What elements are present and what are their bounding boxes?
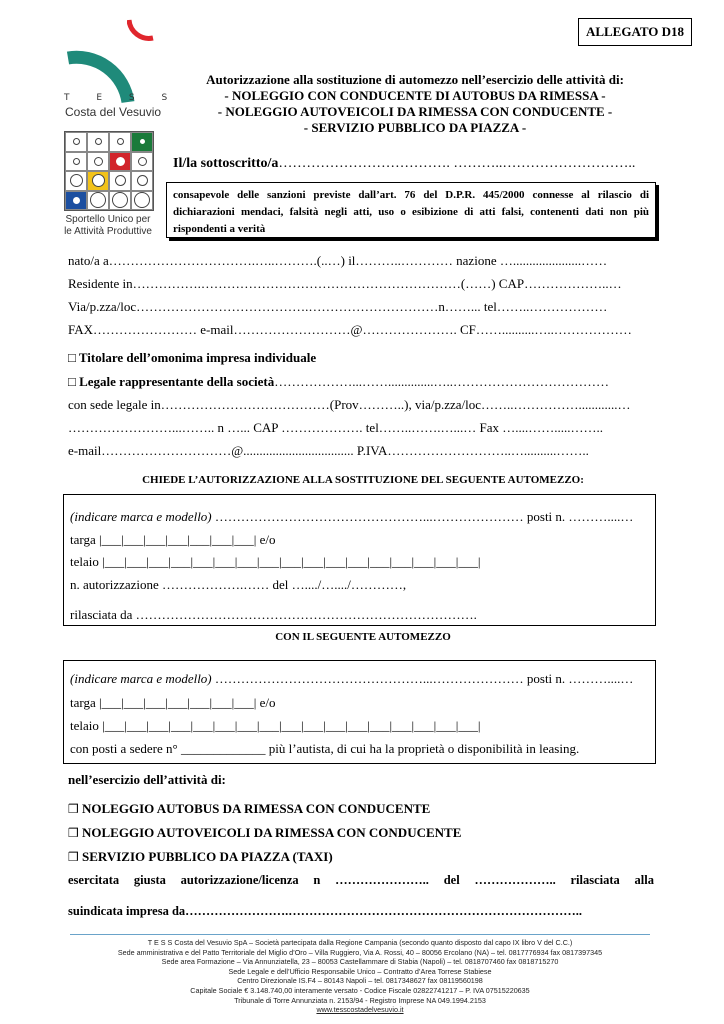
new-vehicle-box <box>63 660 656 764</box>
n-cap-field[interactable]: ……………………...…….. n …... CAP ………………. tel……..…….…...… Fax …....…….....…….. <box>68 420 604 435</box>
titolare-option[interactable]: □ Titolare dell’omonima impresa individuale <box>68 350 317 365</box>
legale-option[interactable] <box>68 374 609 390</box>
footer <box>60 938 660 1015</box>
footer-line7: Tribunale di Torre Annunziata n. 2153/94 - Registro Imprese NA 049.1994.2153 <box>234 995 486 1005</box>
footer-line3: Sede area Formazione – Via Annunziatella, 23 – 80053 Castellammare di Stabia (Napoli) – tel. 0818707460 fax 0818715270 <box>161 957 559 967</box>
sportello-caption <box>60 214 156 238</box>
footer-divider <box>70 934 650 935</box>
residente-field[interactable]: Residente in…………….……………………………………………………(……) CAP………………..… <box>68 276 622 291</box>
allegato-label: ALLEGATO D18 <box>578 18 692 46</box>
sottoscritto-line <box>173 156 635 172</box>
sottoscritto-field[interactable]: ………………………………. ………..……………………….. <box>278 156 636 171</box>
legale-field[interactable]: ………………...……..............…..……………………………… <box>274 374 609 389</box>
footer-line1: T E S S Costa del Vesuvio SpA – Società partecipata dalla Regione Campania (secondo quanto disposto dal capo IX libro V del C.C.) <box>147 938 573 947</box>
fax-field[interactable]: FAX…………………… e-mail………………………@…………………. CF……..........…..……………… <box>68 322 632 337</box>
via-field[interactable]: Via/p.zza/loc………………………………….…………………………n……... tel……..……………… <box>68 299 608 314</box>
footer-line2: Sede amministrativa e del Patto Territoriale del Miglio d’Oro – Villa Ruggiero, Via A. Rossi, 40 – 80056 Ercolano (NA) – tel. 0817776934 fax 0817397345 <box>117 947 603 957</box>
logo-red-arc <box>127 18 157 42</box>
marca-dots-2: …………………………………………...………………… posti n. ………....… <box>214 671 634 686</box>
option-autoveicoli-label: NOLEGGIO AUTOVEICOLI DA RIMESSA CON CONDUCENTE <box>82 825 462 840</box>
checkbox-icon[interactable]: ❒ <box>68 850 79 864</box>
marca-field-1[interactable] <box>70 509 633 525</box>
document-title <box>190 72 640 136</box>
sede-field[interactable]: con sede legale in…………………………………(Prov………..), via/p.zza/loc……..……………............… <box>68 397 631 412</box>
logo-costa: Costa del Vesuvio <box>65 105 162 119</box>
sportello-line1: Sportello Unico per <box>65 214 151 225</box>
marca-label-2: (indicare marca e modello) <box>70 671 212 686</box>
legale-label: □ Legale rappresentante della società <box>68 374 275 389</box>
footer-line4: Sede Legale e dell’Ufficio Responsabile Unico – Contratto d’Area Torrese Stabiese <box>228 966 492 976</box>
marca-dots-1: …………………………………………...………………… posti n. ………....… <box>214 509 634 524</box>
sottoscritto-label: Il/la sottoscritto/a <box>173 156 279 171</box>
footer-line6: Capitale Sociale € 3.148.740,00 interamente versato - Codice Fiscale 02822741217 – P. IVA 07515220635 <box>190 985 530 995</box>
title-line4: - SERVIZIO PUBBLICO DA PIAZZA - <box>303 120 527 135</box>
option-taxi-label: SERVIZIO PUBBLICO DA PIAZZA (TAXI) <box>82 849 333 864</box>
option-autobus-label: NOLEGGIO AUTOBUS DA RIMESSA CON CONDUCENTE <box>82 801 431 816</box>
title-line2: - NOLEGGIO CON CONDUCENTE DI AUTOBUS DA RIMESSA - <box>224 88 606 103</box>
nato-field[interactable]: nato/a a…………………………….…..……….(..…) il………..………… nazione ….....................…… <box>68 253 608 268</box>
telaio-field-1[interactable]: telaio |___|___|___|___|___|___|___|___|___|___|___|___|___|___|___|___|___| <box>70 554 481 569</box>
option-autoveicoli[interactable] <box>68 825 461 841</box>
checkbox-icon[interactable]: ❒ <box>68 826 79 840</box>
posti-field[interactable]: con posti a sedere n° _____________ più l’autista, di cui ha la proprietà o disponibilità in leasing. <box>70 741 580 756</box>
esercitata-line[interactable]: esercitata giusta autorizzazione/licenza n ………………….. del ……………….. rilasciata alla <box>68 873 654 887</box>
autorizzazione-field[interactable]: n. autorizzazione ……………….…… del …..../…..../…………, <box>70 577 407 592</box>
footer-website-link[interactable]: www.tesscostadelvesuvio.it <box>316 1005 404 1015</box>
esercizio-heading: nell’esercizio dell’attività di: <box>68 772 226 787</box>
rilasciata-field[interactable]: rilasciata da ……………………………………………………………………. <box>70 607 477 622</box>
email-piva-field[interactable]: e-mail…………………………@.................................. P.IVA………………………..…..........…….. <box>68 443 589 458</box>
suindicata-line[interactable]: suindicata impresa da…………………….…………………………………………………………….. <box>68 904 583 918</box>
title-line3: - NOLEGGIO AUTOVEICOLI DA RIMESSA CON CONDUCENTE - <box>217 104 613 119</box>
targa-field-1[interactable]: targa |___|___|___|___|___|___|___| e/o <box>70 532 276 547</box>
marca-field-2[interactable] <box>70 671 633 687</box>
footer-line5: Centro Direzionale IS.F4 – 80143 Napoli – tel. 0817348627 fax 08119560198 <box>237 976 483 986</box>
checkbox-icon[interactable]: ❒ <box>68 802 79 816</box>
sportello-line2: le Attività Produttive <box>64 226 152 237</box>
consapevole-box: consapevole delle sanzioni previste dall’art. 76 del D.P.R. 445/2000 connesse al rilascio di dichiarazioni mendaci, falsità negli atti, uso o esibizione di atti falsi, contenenti dati non più rispondenti a verità <box>166 182 656 238</box>
option-taxi[interactable] <box>68 849 333 865</box>
title-line1: Autorizzazione alla sostituzione di automezzo nell’esercizio delle attività di: <box>206 72 624 87</box>
con-il-heading: CON IL SEGUENTE AUTOMEZZO <box>275 631 451 643</box>
current-vehicle-box <box>63 494 656 626</box>
marca-label-1: (indicare marca e modello) <box>70 509 212 524</box>
chiede-heading: CHIEDE L’AUTORIZZAZIONE ALLA SOSTITUZIONE DEL SEGUENTE AUTOMEZZO: <box>142 474 584 486</box>
sportello-logo-grid <box>64 131 154 211</box>
telaio-field-2[interactable]: telaio |___|___|___|___|___|___|___|___|___|___|___|___|___|___|___|___|___| <box>70 718 481 733</box>
targa-field-2[interactable]: targa |___|___|___|___|___|___|___| e/o <box>70 695 276 710</box>
logo-tess: T E S S <box>64 93 180 103</box>
option-autobus[interactable] <box>68 801 430 817</box>
